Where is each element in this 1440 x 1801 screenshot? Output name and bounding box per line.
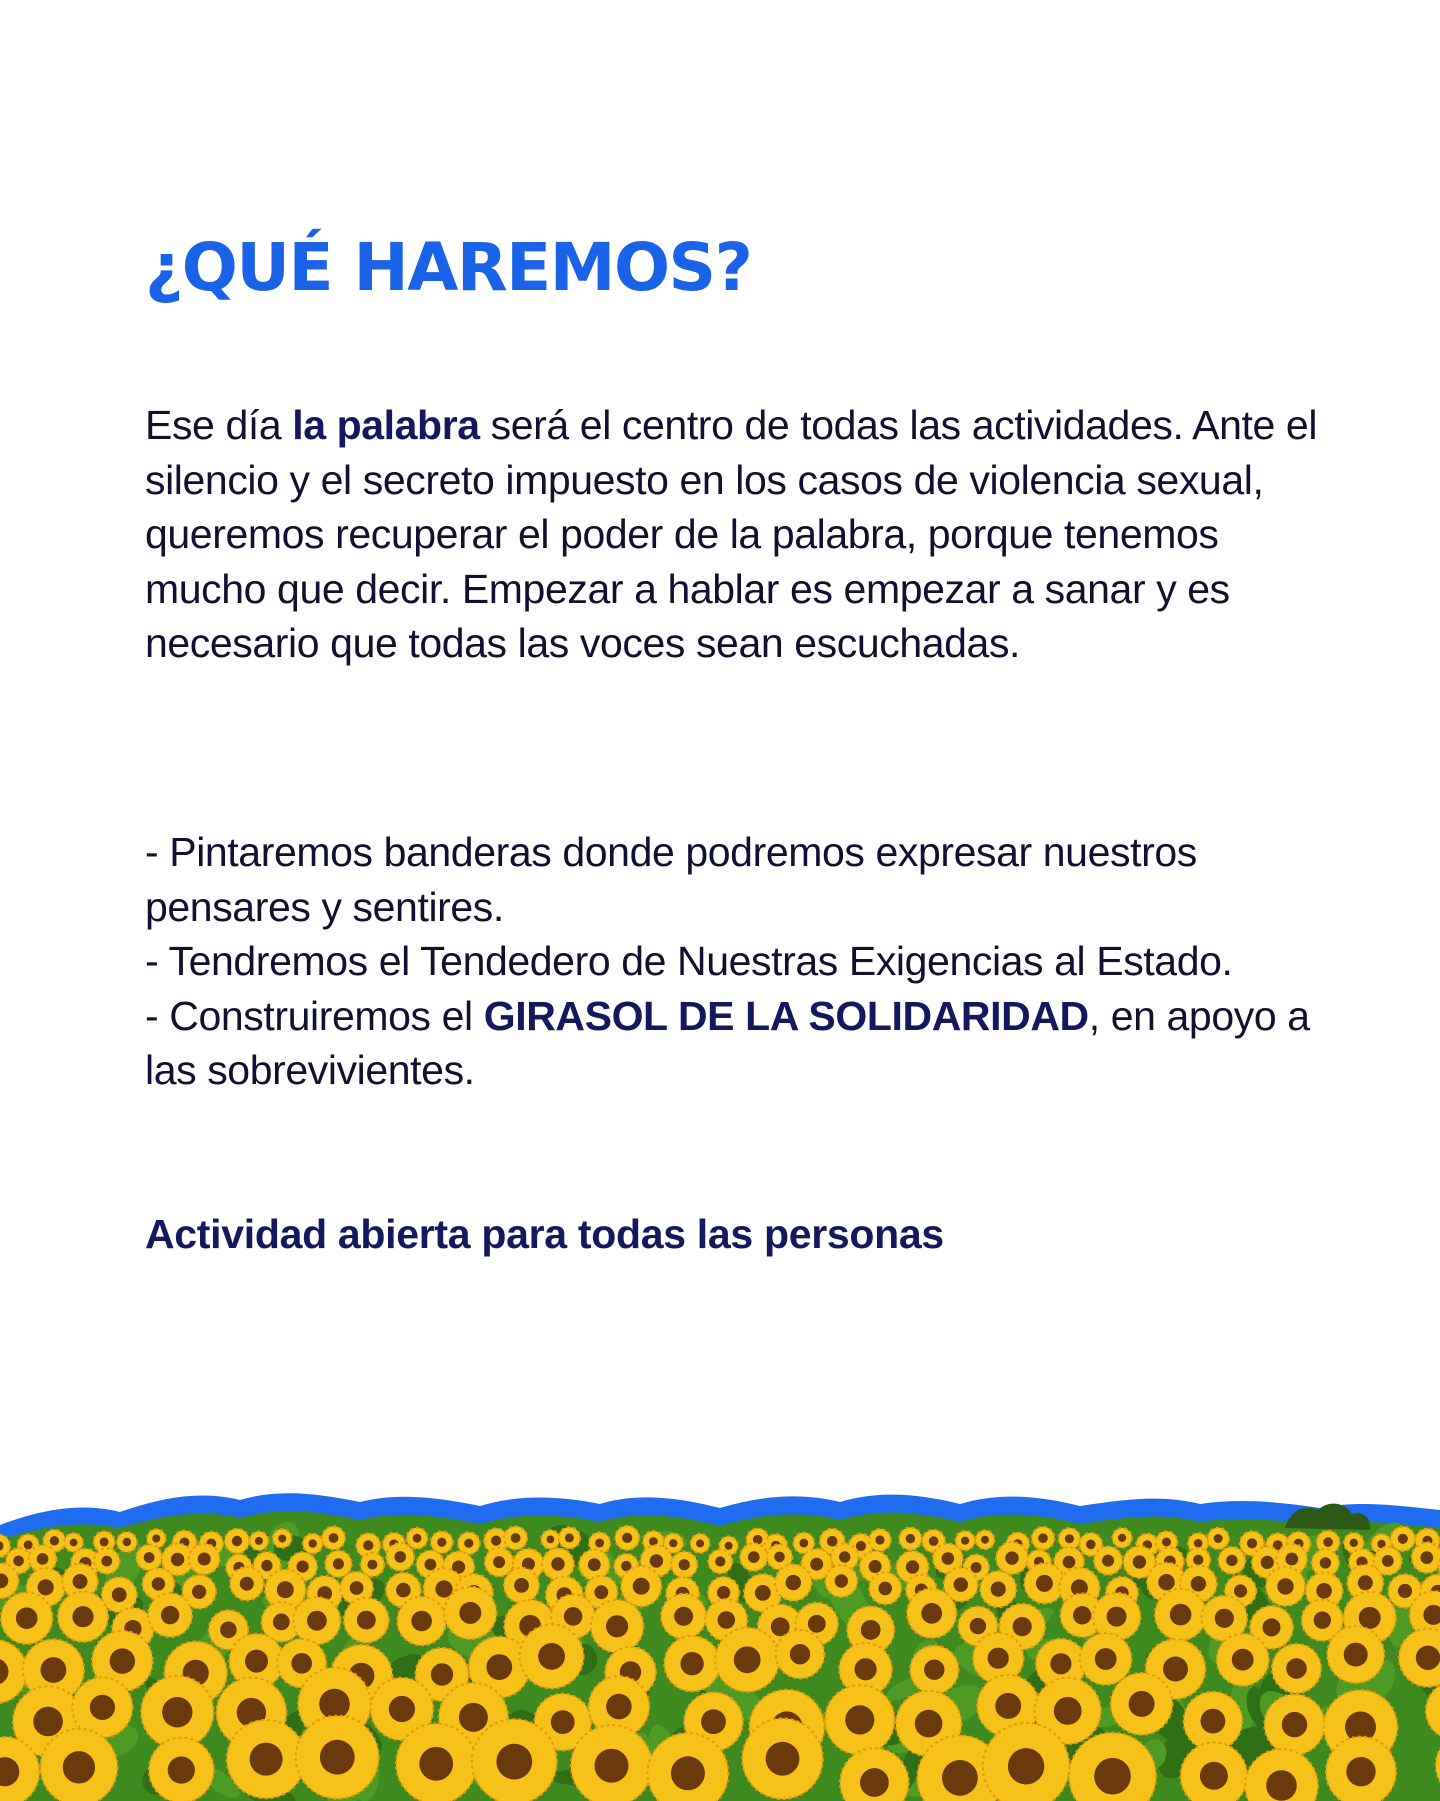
sunflower xyxy=(776,1630,825,1679)
sunflower-center xyxy=(1266,1770,1297,1801)
sunflower-center xyxy=(110,1648,135,1673)
sunflower-center xyxy=(413,1534,422,1543)
sunflower-center xyxy=(988,1648,1009,1669)
sunflower xyxy=(296,1716,379,1799)
sunflower-center xyxy=(1285,1553,1298,1566)
sunflower-center xyxy=(261,1560,272,1571)
intro-highlight: la palabra xyxy=(292,402,480,448)
sunflower xyxy=(1080,1633,1132,1685)
sunflower-center xyxy=(1234,1584,1247,1597)
sunflower-center xyxy=(1163,1657,1188,1682)
sunflower xyxy=(869,1572,901,1604)
sunflower-center xyxy=(790,1644,810,1664)
sunflower-center xyxy=(357,1611,376,1630)
sunflower-center xyxy=(1358,1575,1373,1590)
sunflower-center xyxy=(929,1536,939,1546)
sunflower xyxy=(136,1545,162,1571)
sunflower xyxy=(691,1534,710,1553)
sunflower xyxy=(189,1544,220,1575)
activity-item-flags: - Pintaremos banderas donde podremos expresar nuestros pensares y sentires. xyxy=(145,829,1197,930)
sunflower xyxy=(230,1567,263,1600)
sunflower-center xyxy=(511,1533,521,1543)
sunflower xyxy=(775,1564,812,1601)
sunflower-center xyxy=(970,1618,986,1634)
sunflower-center xyxy=(679,1559,690,1570)
sunflower-center xyxy=(431,1663,453,1685)
intro-prefix: Ese día xyxy=(145,402,293,448)
activity-item-sunflower-prefix: - Construiremos el xyxy=(145,992,484,1039)
sunflower xyxy=(1,1592,53,1644)
sunflower xyxy=(825,1565,857,1597)
sunflower xyxy=(485,1548,514,1577)
sunflower xyxy=(1207,1528,1229,1550)
sunflower-center xyxy=(845,1705,874,1734)
sunflower xyxy=(910,1646,958,1694)
activity-item-sunflower xyxy=(145,989,1320,1098)
sunflower-center xyxy=(861,1620,881,1640)
sunflower xyxy=(1112,1528,1132,1548)
sunflower-center xyxy=(701,1709,726,1734)
sunflower-center xyxy=(1350,1539,1358,1547)
sunflower xyxy=(976,1530,995,1549)
sunflower-center xyxy=(144,1552,155,1563)
sunflower xyxy=(504,1568,539,1603)
sunflower xyxy=(303,1534,323,1554)
sunflower-center xyxy=(622,1533,632,1543)
sunflower-center xyxy=(50,1536,59,1545)
sunflower-center xyxy=(1158,1574,1174,1590)
sunflower-center xyxy=(595,1539,604,1548)
sunflower xyxy=(431,1531,453,1553)
sunflower xyxy=(955,1531,974,1550)
sunflower-center xyxy=(123,1538,131,1546)
sunflower xyxy=(715,1628,779,1692)
sunflower-center xyxy=(921,1603,942,1624)
sunflower xyxy=(250,1532,269,1551)
sunflower-center xyxy=(1323,1537,1333,1547)
sunflower xyxy=(1272,1644,1321,1693)
sunflower-center xyxy=(961,1537,969,1545)
sunflower-center xyxy=(101,1556,112,1567)
sunflower-center xyxy=(1065,1534,1074,1543)
sunflower-center xyxy=(1008,1748,1044,1784)
sunflower-center xyxy=(394,1551,406,1563)
sunflower-center xyxy=(1247,1538,1257,1548)
sunflower-center xyxy=(255,1537,263,1545)
sunflower xyxy=(149,1738,214,1801)
sunflower-center xyxy=(162,1697,192,1727)
sunflower-center xyxy=(435,1580,452,1597)
sunflower-center xyxy=(112,1587,127,1602)
sunflower xyxy=(40,1729,117,1801)
sunflower-center xyxy=(551,1557,564,1570)
sunflower-center xyxy=(152,1577,165,1590)
sunflower xyxy=(615,1526,639,1550)
sunflower xyxy=(1059,1528,1081,1550)
sunflower-center xyxy=(245,1650,268,1673)
sunflower xyxy=(1217,1634,1269,1686)
sunflower-center xyxy=(906,1534,915,1543)
sunflower-center xyxy=(220,1622,237,1639)
sunflower-center xyxy=(72,1606,93,1627)
sunflower-center xyxy=(954,1577,968,1591)
sunflower-center xyxy=(860,1768,889,1797)
sunflower-center xyxy=(192,1585,206,1599)
sunflower xyxy=(225,1529,250,1554)
sunflower-center xyxy=(1382,1555,1394,1567)
sunflower-center xyxy=(1193,1555,1203,1565)
sunflower-center xyxy=(674,1607,693,1626)
activity-item-clothesline: - Tendremos el Tendedero de Nuestras Exigencias al Estado. xyxy=(145,938,1233,984)
sunflower xyxy=(1327,1626,1384,1683)
page-title: ¿QUÉ HAREMOS? xyxy=(145,229,752,306)
sunflower-center xyxy=(240,1577,254,1591)
sunflower-center xyxy=(63,1751,95,1783)
sunflower-center xyxy=(875,1535,884,1544)
sunflower-center xyxy=(981,1536,989,1544)
intro-rest: será el centro de todas las actividades. Ante el silencio y el secreto impuesto en los casos de violencia sexual, queremos recuperar el poder de la palabra, porque tenemos mucho que decir. Empezar a hablar es empezar a sanar y es necesario que todas las voces sean escuchadas. xyxy=(145,402,1318,666)
sunflower-center xyxy=(277,1581,294,1598)
sunflower-center xyxy=(73,1574,88,1589)
sunflower-center xyxy=(493,1556,505,1568)
sunflower-center xyxy=(1232,1649,1254,1671)
sunflower-field-image xyxy=(0,1480,1440,1801)
sunflower xyxy=(102,1577,137,1612)
sunflower xyxy=(742,1718,823,1799)
sunflower-center xyxy=(595,1749,629,1783)
sunflower-center xyxy=(942,1552,955,1565)
sunflower-center xyxy=(33,1707,63,1737)
sunflower xyxy=(1094,1546,1122,1574)
sunflower-center xyxy=(70,1539,78,1547)
sunflower-center xyxy=(1118,1534,1126,1542)
sunflower-center xyxy=(16,1607,38,1629)
sunflower xyxy=(1155,1589,1206,1640)
sunflower-center xyxy=(459,1602,481,1624)
sunflower xyxy=(559,1527,581,1549)
sunflower-center xyxy=(1005,1551,1018,1564)
sunflower xyxy=(661,1594,706,1639)
sunflower-center xyxy=(168,1757,195,1784)
sunflower-center xyxy=(547,1536,555,1544)
sunflower-center xyxy=(1129,1691,1155,1717)
sunflower-center xyxy=(924,1660,944,1680)
activities-list xyxy=(145,825,1320,1098)
sunflower-center xyxy=(696,1539,704,1547)
sunflower xyxy=(386,1543,414,1571)
sunflower-center xyxy=(718,1611,736,1629)
sunflower xyxy=(396,1724,476,1801)
sunflower xyxy=(293,1597,340,1644)
sunflower xyxy=(1024,1563,1064,1603)
sunflower-center xyxy=(588,1558,601,1571)
sunflower-center xyxy=(297,1561,309,1573)
sunflower-center xyxy=(425,1559,437,1571)
sunflower xyxy=(72,1677,132,1737)
sunflower-center xyxy=(786,1575,801,1590)
sunflower xyxy=(1032,1527,1055,1550)
sunflower-center xyxy=(1013,1617,1032,1636)
sunflower-center xyxy=(496,1744,532,1780)
sunflower-center xyxy=(1214,1534,1223,1543)
sunflower xyxy=(671,1552,697,1578)
sunflower-center xyxy=(669,1539,677,1547)
sunflower-center xyxy=(856,1541,866,1551)
sunflower-center xyxy=(1416,1646,1440,1670)
sunflower xyxy=(1391,1527,1415,1551)
sunflower-center xyxy=(869,1560,882,1573)
sunflower-center xyxy=(396,1583,411,1598)
sunflower-center xyxy=(273,1614,290,1631)
sunflower-center xyxy=(1170,1604,1192,1626)
sunflower-center xyxy=(491,1536,501,1546)
sunflower xyxy=(996,1542,1028,1574)
sunflower-center xyxy=(734,1646,761,1673)
sunflower xyxy=(117,1532,137,1552)
sunflower-center xyxy=(835,1574,848,1587)
sunflower-center xyxy=(333,1558,344,1569)
sunflower-center xyxy=(1086,1540,1096,1550)
sunflower xyxy=(591,1600,644,1653)
sunflower xyxy=(458,1532,480,1554)
sunflower-center xyxy=(715,1556,725,1566)
sunflower-center xyxy=(1420,1551,1433,1564)
sunflower-center xyxy=(1320,1557,1331,1568)
sunflower-center xyxy=(1344,1643,1368,1667)
sunflower xyxy=(322,1526,345,1549)
sunflower-center xyxy=(350,1581,364,1595)
sunflower-center xyxy=(1102,1555,1114,1567)
sunflower-center xyxy=(100,1537,109,1546)
sunflower xyxy=(1218,1547,1245,1574)
sunflower xyxy=(541,1530,560,1549)
sunflower xyxy=(141,1676,214,1749)
closing-statement: Actividad abierta para todas las personas xyxy=(145,1211,944,1257)
sunflower xyxy=(621,1566,661,1606)
sunflower-center xyxy=(725,1542,733,1550)
sunflower-center xyxy=(1261,1556,1274,1569)
sunflower xyxy=(444,1587,496,1639)
sunflower xyxy=(1266,1567,1305,1606)
sunflower-center xyxy=(329,1533,339,1543)
sunflower-center xyxy=(755,1585,771,1601)
sunflower-center xyxy=(419,1747,453,1781)
sunflower xyxy=(740,1543,768,1571)
sunflower-center xyxy=(1277,1578,1293,1594)
sunflower-center xyxy=(411,1611,432,1632)
sunflower-center xyxy=(1201,1709,1226,1734)
sunflower-center xyxy=(564,1607,583,1626)
sunflower-center xyxy=(291,1653,312,1674)
sunflower-center xyxy=(538,1643,565,1670)
sunflower xyxy=(869,1529,891,1551)
sunflower-center xyxy=(1314,1612,1331,1629)
sunflower-center xyxy=(680,1652,703,1675)
sunflower-center xyxy=(309,1539,317,1547)
sunflower-center xyxy=(1346,1757,1375,1786)
sunflower-center xyxy=(389,1696,415,1722)
sunflower-center xyxy=(464,1539,473,1548)
sunflower-center xyxy=(1191,1576,1206,1591)
sunflower-center xyxy=(1095,1648,1117,1670)
sunflower-center xyxy=(1200,1762,1228,1790)
sunflower-center xyxy=(161,1606,179,1624)
sunflower xyxy=(94,1548,120,1574)
sunflower-center xyxy=(915,1710,943,1738)
sunflower xyxy=(1326,1737,1396,1801)
sunflower-center xyxy=(633,1578,650,1595)
sunflower-center xyxy=(250,1743,283,1776)
activity-item-sunflower-suffix: , en apoyo a las sobrevivientes. xyxy=(145,992,1310,1093)
sunflower-center xyxy=(152,1535,160,1543)
sunflower-center xyxy=(319,1689,350,1720)
sunflower-center xyxy=(459,1703,488,1732)
sunflower-center xyxy=(808,1615,826,1633)
sunflower-center xyxy=(671,1756,705,1790)
sunflower xyxy=(504,1526,527,1549)
sunflower xyxy=(542,1548,574,1580)
sunflower-center xyxy=(565,1533,574,1542)
sunflower-center xyxy=(551,1710,575,1734)
sunflower-center xyxy=(855,1658,877,1680)
sunflower xyxy=(825,1685,895,1755)
sunflower xyxy=(899,1527,922,1550)
sunflower-center xyxy=(1133,1555,1146,1568)
sunflower-center xyxy=(771,1617,790,1636)
sunflower-center xyxy=(717,1586,730,1599)
sunflower-center xyxy=(810,1558,823,1571)
sunflower-center xyxy=(1162,1538,1171,1547)
sunflower-center xyxy=(1073,1606,1091,1624)
intro-paragraph xyxy=(145,398,1320,671)
sunflower-center xyxy=(942,1760,978,1796)
sunflower-center xyxy=(606,1615,628,1637)
sunflower-center xyxy=(827,1536,838,1547)
sunflower-center xyxy=(278,1535,286,1543)
sunflower xyxy=(1111,1673,1173,1735)
sunflower-center xyxy=(320,1740,355,1775)
sunflower-center xyxy=(514,1578,529,1593)
sunflower-field-svg xyxy=(0,1480,1440,1801)
sunflower-center xyxy=(1226,1555,1237,1566)
sunflower xyxy=(344,1598,389,1643)
sunflower-center xyxy=(1036,1575,1053,1592)
sunflower-center xyxy=(38,1579,54,1595)
sunflower xyxy=(520,1624,584,1688)
sunflower-center xyxy=(774,1552,785,1563)
sunflower-center xyxy=(1316,1583,1332,1599)
sunflower-center xyxy=(799,1539,808,1548)
sunflower xyxy=(148,1593,192,1637)
sunflower xyxy=(397,1597,446,1646)
sunflower xyxy=(980,1571,1016,1607)
sunflower-center xyxy=(1038,1533,1048,1543)
activity-item-sunflower-highlight: GIRASOL DE LA SOLIDARIDAD xyxy=(483,992,1089,1039)
sunflower-center xyxy=(991,1582,1006,1597)
sunflower-center xyxy=(1194,1539,1203,1548)
sunflower xyxy=(907,1589,956,1638)
sunflower-center xyxy=(367,1560,377,1570)
sunflower-center xyxy=(171,1553,184,1566)
sunflower-center xyxy=(594,1585,608,1599)
sunflower-center xyxy=(486,1654,512,1680)
sunflower-center xyxy=(90,1695,115,1720)
sunflower xyxy=(472,1719,557,1801)
sunflower-center xyxy=(906,1560,919,1573)
sunflower-center xyxy=(1282,1712,1307,1737)
sunflower-center xyxy=(1094,1758,1131,1795)
sunflower-center xyxy=(748,1551,760,1563)
sunflower-center xyxy=(878,1582,892,1596)
sunflower xyxy=(273,1529,292,1548)
sunflower xyxy=(664,1636,720,1692)
sunflower xyxy=(227,1720,306,1799)
sunflower-center xyxy=(13,1556,24,1567)
sunflower-center xyxy=(995,1693,1021,1719)
sunflower-center xyxy=(37,1553,49,1565)
sunflower-center xyxy=(437,1538,446,1547)
sunflower-center xyxy=(363,1540,373,1550)
sunflower-center xyxy=(1063,1556,1076,1569)
sunflower xyxy=(708,1550,732,1574)
sunflower-center xyxy=(307,1611,327,1631)
sunflower-center xyxy=(650,1554,663,1567)
sunflower-center xyxy=(1359,1607,1381,1629)
sunflower-center xyxy=(1286,1658,1307,1679)
sunflower-center xyxy=(1107,1607,1127,1627)
sunflower-center xyxy=(24,1540,33,1549)
sunflower-center xyxy=(1054,1697,1082,1725)
sunflower xyxy=(1264,1694,1324,1754)
sunflower-center xyxy=(1050,1653,1071,1674)
sunflower-center xyxy=(1263,1618,1281,1636)
sunflower-center xyxy=(232,1536,242,1546)
sunflower-center xyxy=(766,1742,800,1776)
sunflower-center xyxy=(606,1694,632,1720)
sunflower-center xyxy=(1398,1534,1408,1544)
sunflower-center xyxy=(1215,1609,1234,1628)
sunflower-center xyxy=(198,1553,211,1566)
sunflower-center xyxy=(1398,1584,1412,1598)
sunflower-center xyxy=(41,1657,67,1683)
sunflower xyxy=(58,1592,108,1642)
sunflower-center xyxy=(839,1551,850,1562)
